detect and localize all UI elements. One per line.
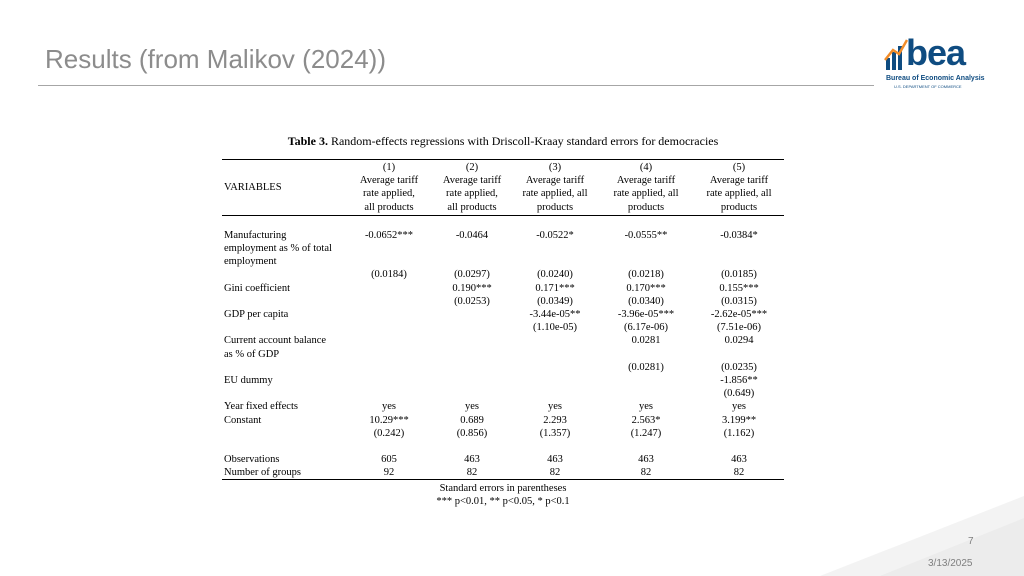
table-cell: [432, 374, 512, 387]
spacer-cell: [512, 440, 598, 453]
page-number: 7: [968, 536, 974, 547]
table-caption: [222, 134, 784, 149]
row-label: Current account balance: [224, 335, 327, 347]
table-cell: 82: [694, 466, 784, 480]
bea-logo: [884, 32, 990, 90]
table-cell: [346, 242, 432, 255]
table-cell: [432, 255, 512, 268]
table-row: [222, 361, 784, 374]
table-notes: [222, 482, 784, 508]
column-header-line: products: [627, 201, 665, 213]
table-cell: (0.649): [723, 388, 755, 400]
column-header-line: products: [720, 201, 758, 213]
table-cell: 3.199**: [721, 414, 757, 426]
table-cell: [512, 374, 598, 387]
table-cell: (0.0253): [454, 295, 490, 307]
table-header: [222, 160, 784, 216]
column-header-line: (3): [548, 162, 562, 173]
table-row: [222, 308, 784, 321]
row-label: [222, 321, 346, 334]
table-cell: [432, 387, 512, 400]
table-cell: [598, 242, 694, 255]
column-header-line: Average tariff: [616, 175, 676, 187]
table-cell: yes: [465, 401, 479, 413]
table-cell: [346, 387, 432, 400]
table-cell: [694, 242, 784, 255]
column-header-line: all products: [447, 201, 497, 213]
column-header-line: all products: [364, 201, 414, 213]
table-cell: (1.357): [539, 427, 571, 439]
table-cell: -0.0555**: [624, 229, 668, 241]
row-label: Year fixed effects: [224, 401, 298, 413]
table-cell: [512, 242, 598, 255]
column-header-line: Average tariff: [359, 175, 419, 187]
column-header: [346, 160, 432, 216]
column-header-line: products: [536, 201, 574, 213]
table-cell: [432, 242, 512, 255]
table-row: [222, 255, 784, 268]
table-cell: (0.0297): [454, 269, 490, 281]
table-cell: 0.689: [460, 414, 484, 426]
table-row: [222, 400, 784, 413]
table-cell: yes: [548, 401, 562, 413]
table-cell: [512, 387, 598, 400]
table-cell: -0.0464: [455, 229, 489, 241]
column-header: [432, 160, 512, 216]
column-header-line: rate applied, all: [613, 188, 679, 200]
table-cell: (7.51e-06): [716, 322, 762, 334]
logo-wordmark: bea: [906, 32, 966, 73]
row-label: [222, 295, 346, 308]
table-cell: (0.0218): [628, 269, 664, 281]
table-cell: [598, 348, 694, 361]
table-cell: (0.856): [456, 427, 488, 439]
table-cell: 82: [598, 466, 694, 480]
table-cell: 0.0294: [724, 335, 754, 347]
table-cell: [432, 321, 512, 334]
table-cell: (0.0240): [537, 269, 573, 281]
table-cell: [598, 374, 694, 387]
table-row: [222, 453, 784, 466]
table-cell: 605: [381, 454, 397, 466]
row-label: GDP per capita: [224, 309, 289, 321]
table-row: [222, 334, 784, 347]
table-row: [222, 348, 784, 361]
spacer-cell: [512, 215, 598, 229]
table-row: [222, 282, 784, 295]
table-row: [222, 321, 784, 334]
table-cell: [598, 387, 694, 400]
spacer-cell: [346, 440, 432, 453]
table-cell: (0.0349): [537, 295, 573, 307]
spacer-cell: [432, 215, 512, 229]
table-row: [222, 229, 784, 242]
table-cell: (0.0340): [628, 295, 664, 307]
table-cell: -3.96e-05***: [617, 309, 675, 321]
notes-line: Standard errors in parentheses: [439, 483, 567, 495]
row-label: [222, 268, 346, 281]
table-cell: yes: [732, 401, 746, 413]
table-cell: 0.190***: [452, 282, 492, 294]
table-cell: [346, 361, 432, 374]
table-row: [222, 387, 784, 400]
table-cell: -0.0384*: [720, 229, 758, 241]
table-cell: (0.242): [373, 427, 405, 439]
table-cell: [512, 348, 598, 361]
table-cell: 463: [464, 454, 480, 466]
spacer-row: [222, 215, 784, 229]
row-label: Number of groups: [222, 466, 346, 480]
table-cell: 463: [547, 454, 563, 466]
notes-line: *** p<0.01, ** p<0.05, * p<0.1: [436, 496, 570, 508]
logo-department: U.S. DEPARTMENT OF COMMERCE: [894, 84, 962, 89]
spacer-cell: [694, 215, 784, 229]
table-cell: [432, 308, 512, 321]
row-label: Observations: [224, 454, 280, 466]
column-header-line: rate applied,: [446, 188, 498, 200]
table-row: [222, 295, 784, 308]
row-label: as % of GDP: [224, 348, 280, 360]
column-header-line: rate applied, all: [706, 188, 772, 200]
table-cell: yes: [639, 401, 653, 413]
row-label: Gini coefficient: [224, 282, 290, 294]
table-cell: 0.155***: [719, 282, 759, 294]
table-cell: [694, 348, 784, 361]
table-cell: (6.17e-06): [623, 322, 669, 334]
spacer-cell: [694, 440, 784, 453]
slide-title: Results (from Malikov (2024)): [45, 44, 386, 74]
table-cell: [346, 282, 432, 295]
table-row: [222, 414, 784, 427]
table-cell: [346, 348, 432, 361]
row-label: employment: [224, 256, 277, 268]
column-header-line: rate applied,: [363, 188, 415, 200]
table-cell: [432, 334, 512, 347]
results-table: [222, 159, 784, 480]
table-row: [222, 242, 784, 255]
row-label: employment as % of total: [224, 243, 332, 255]
table-cell: 2.563*: [631, 414, 661, 426]
row-label: EU dummy: [224, 375, 273, 387]
column-header-line: Average tariff: [525, 175, 585, 187]
column-header-line: (5): [732, 162, 746, 173]
table-cell: (1.10e-05): [532, 322, 578, 334]
table-cell: [346, 255, 432, 268]
table-cell: [346, 374, 432, 387]
table-cell: [512, 361, 598, 374]
table-cell: 0.171***: [535, 282, 575, 294]
table-cell: 463: [638, 454, 654, 466]
spacer-cell: [222, 215, 346, 229]
table-cell: [346, 308, 432, 321]
regression-table: [222, 134, 784, 508]
table-cell: [694, 255, 784, 268]
row-label: Manufacturing: [224, 229, 287, 241]
table-cell: yes: [382, 401, 396, 413]
column-header-line: rate applied, all: [522, 188, 588, 200]
spacer-cell: [222, 440, 346, 453]
table-caption-text: Random-effects regressions with Driscoll-Kraay standard errors for democracies: [327, 134, 719, 148]
row-label: [222, 427, 346, 440]
title-divider: [38, 85, 874, 86]
table-cell: [346, 295, 432, 308]
table-cell: 0.170***: [626, 282, 666, 294]
table-cell: 2.293: [543, 414, 567, 426]
spacer-cell: [432, 440, 512, 453]
table-cell: [512, 334, 598, 347]
bea-logo-mark-icon: [884, 38, 908, 72]
table-row: [222, 268, 784, 281]
column-header-line: (2): [465, 162, 479, 173]
table-caption-label: Table 3.: [287, 134, 328, 148]
logo-subtitle: Bureau of Economic Analysis: [886, 75, 985, 82]
table-cell: 0.0281: [631, 335, 661, 347]
table-cell: -2.62e-05***: [710, 309, 768, 321]
column-header-line: Average tariff: [442, 175, 502, 187]
spacer-cell: [598, 215, 694, 229]
table-cell: 463: [731, 454, 747, 466]
table-cell: -1.856**: [720, 375, 758, 387]
table-cell: -0.0652***: [364, 229, 414, 241]
spacer-cell: [598, 440, 694, 453]
table-row: [222, 374, 784, 387]
column-header: [598, 160, 694, 216]
column-header: [512, 160, 598, 216]
variables-header: VARIABLES: [222, 160, 346, 216]
table-row: [222, 427, 784, 440]
slide-date: 3/13/2025: [928, 558, 973, 569]
table-cell: (0.0281): [628, 361, 664, 373]
table-cell: -3.44e-05**: [529, 309, 581, 321]
table-cell: (0.0315): [721, 295, 757, 307]
column-header-line: (4): [639, 162, 653, 173]
column-header: [694, 160, 784, 216]
column-header-line: Average tariff: [709, 175, 769, 187]
table-cell: [598, 255, 694, 268]
column-header-line: (1): [382, 162, 396, 173]
row-label: [222, 387, 346, 400]
table-cell: (1.162): [723, 427, 755, 439]
table-cell: 92: [346, 466, 432, 480]
table-cell: 82: [512, 466, 598, 480]
table-cell: [346, 321, 432, 334]
table-row: [222, 466, 784, 480]
table-cell: [432, 348, 512, 361]
table-cell: (1.247): [630, 427, 662, 439]
table-cell: [512, 255, 598, 268]
table-cell: -0.0522*: [536, 229, 574, 241]
table-cell: (0.0235): [721, 361, 757, 373]
table-cell: (0.0185): [721, 269, 757, 281]
table-cell: 82: [432, 466, 512, 480]
row-label: Constant: [224, 414, 262, 426]
corner-decoration: [820, 496, 1024, 576]
row-label: [222, 361, 346, 374]
spacer-cell: [346, 215, 432, 229]
table-body: [222, 215, 784, 480]
table-cell: (0.0184): [371, 269, 407, 281]
table-cell: [432, 361, 512, 374]
table-cell: [346, 334, 432, 347]
spacer-row: [222, 440, 784, 453]
table-cell: 10.29***: [369, 414, 409, 426]
